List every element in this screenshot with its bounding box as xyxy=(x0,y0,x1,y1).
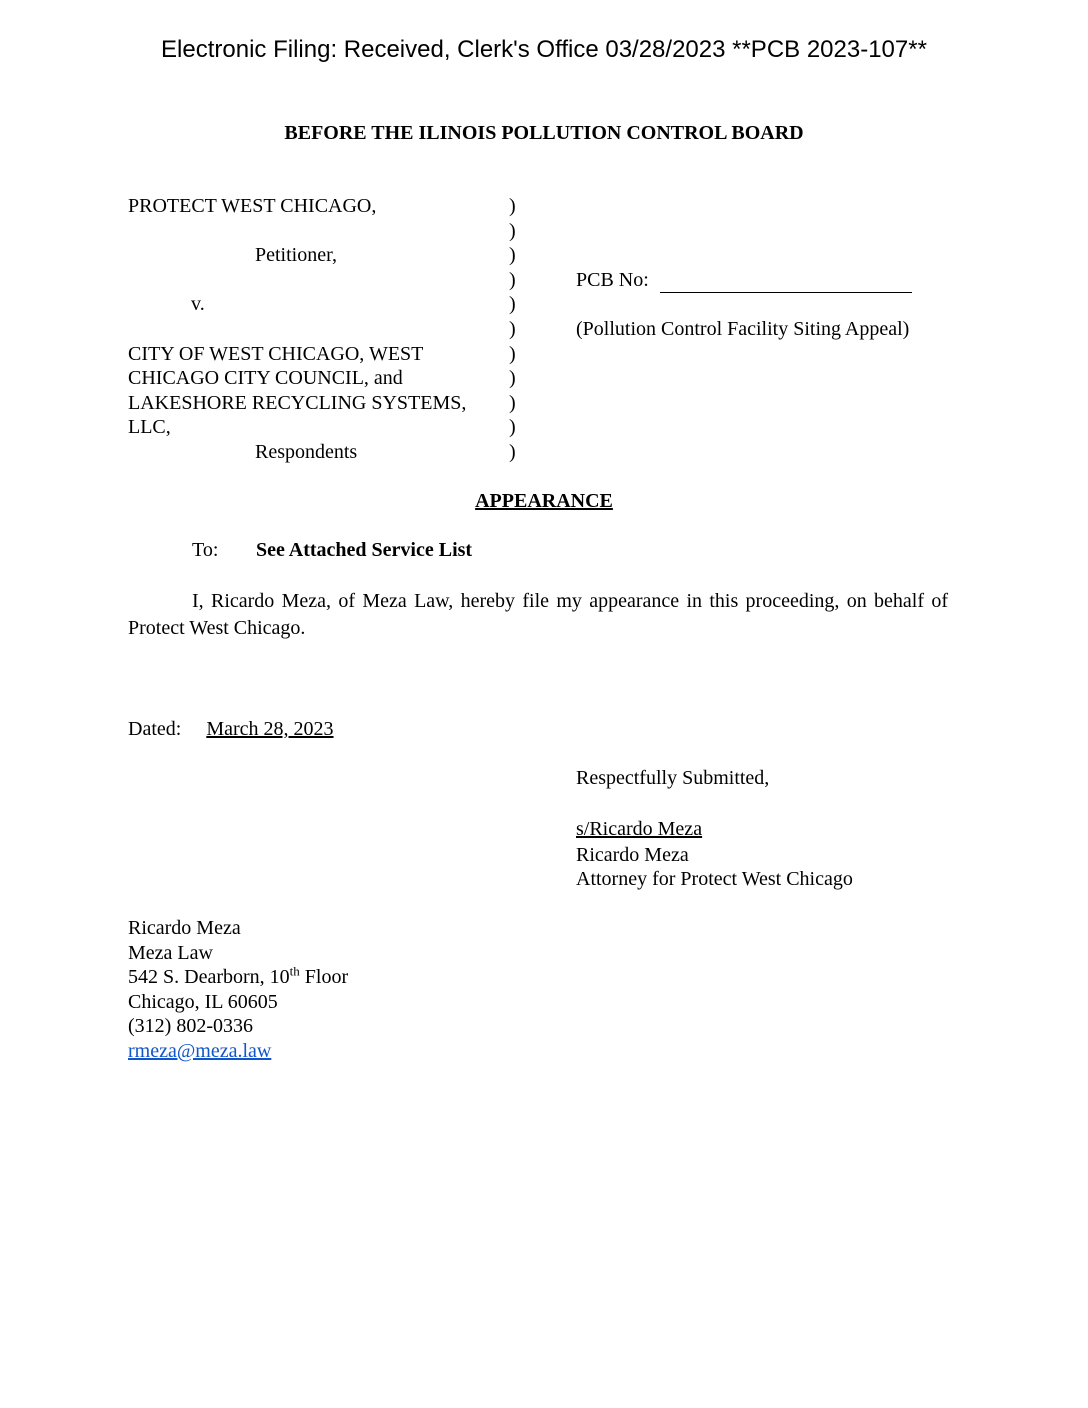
paren: ) xyxy=(509,416,516,439)
paren: ) xyxy=(509,391,516,414)
paren: ) xyxy=(509,440,516,463)
address-street xyxy=(128,965,348,989)
dated-label: Dated: xyxy=(128,718,182,740)
address-street-floor: Floor xyxy=(299,966,349,988)
signer-name: Ricardo Meza xyxy=(576,844,689,866)
board-heading: BEFORE THE ILINOIS POLLUTION CONTROL BOARD xyxy=(284,122,804,144)
dated-value: March 28, 2023 xyxy=(206,718,334,740)
filing-stamp: Electronic Filing: Received, Clerk's Office 03/28/2023 **PCB 2023-107** xyxy=(161,36,927,63)
appearance-statement-text: I, Ricardo Meza, of Meza Law, hereby file my appearance in this proceeding, on behalf of Protect West Chicago. xyxy=(128,590,948,639)
signature: s/Ricardo Meza xyxy=(576,818,703,840)
petitioner-name: PROTECT WEST CHICAGO, xyxy=(128,195,377,217)
address-phone: (312) 802-0336 xyxy=(128,1015,253,1037)
to-label: To: xyxy=(192,539,219,561)
paren: ) xyxy=(509,367,516,390)
paren: ) xyxy=(509,244,516,267)
respondent-role: Respondents xyxy=(255,441,358,463)
address-city: Chicago, IL 60605 xyxy=(128,991,278,1013)
to-value: See Attached Service List xyxy=(256,539,473,561)
respondent-line-2: CHICAGO CITY COUNCIL, and xyxy=(128,367,403,389)
paren: ) xyxy=(509,195,516,217)
pcb-number-blank xyxy=(660,268,912,293)
signer-title: Attorney for Protect West Chicago xyxy=(576,868,853,890)
address-name: Ricardo Meza xyxy=(128,917,241,939)
address-street-main: 542 S. Dearborn, 10 xyxy=(128,966,290,988)
caption-parentheses xyxy=(509,194,523,465)
appeal-type: (Pollution Control Facility Siting Appeal) xyxy=(576,318,910,340)
respondent-line-3: LAKESHORE RECYCLING SYSTEMS, xyxy=(128,392,467,414)
address-firm: Meza Law xyxy=(128,942,213,964)
petitioner-role: Petitioner, xyxy=(255,244,337,266)
paren: ) xyxy=(509,293,516,316)
email-link[interactable]: rmeza@meza.law xyxy=(128,1040,272,1062)
respondent-line-4: LLC, xyxy=(128,416,171,438)
paren: ) xyxy=(509,219,516,242)
versus-label: v. xyxy=(191,293,205,315)
address-street-sup: th xyxy=(289,963,300,979)
respondent-line-1: CITY OF WEST CHICAGO, WEST xyxy=(128,343,424,365)
closing: Respectfully Submitted, xyxy=(576,767,770,789)
appearance-statement xyxy=(128,588,948,642)
dated-line xyxy=(128,717,382,741)
paren: ) xyxy=(509,268,516,291)
document-title: APPEARANCE xyxy=(475,490,613,512)
pcb-number-label: PCB No: xyxy=(576,269,649,291)
paren: ) xyxy=(509,342,516,365)
paren: ) xyxy=(509,317,516,340)
pcb-number-field xyxy=(576,268,912,293)
